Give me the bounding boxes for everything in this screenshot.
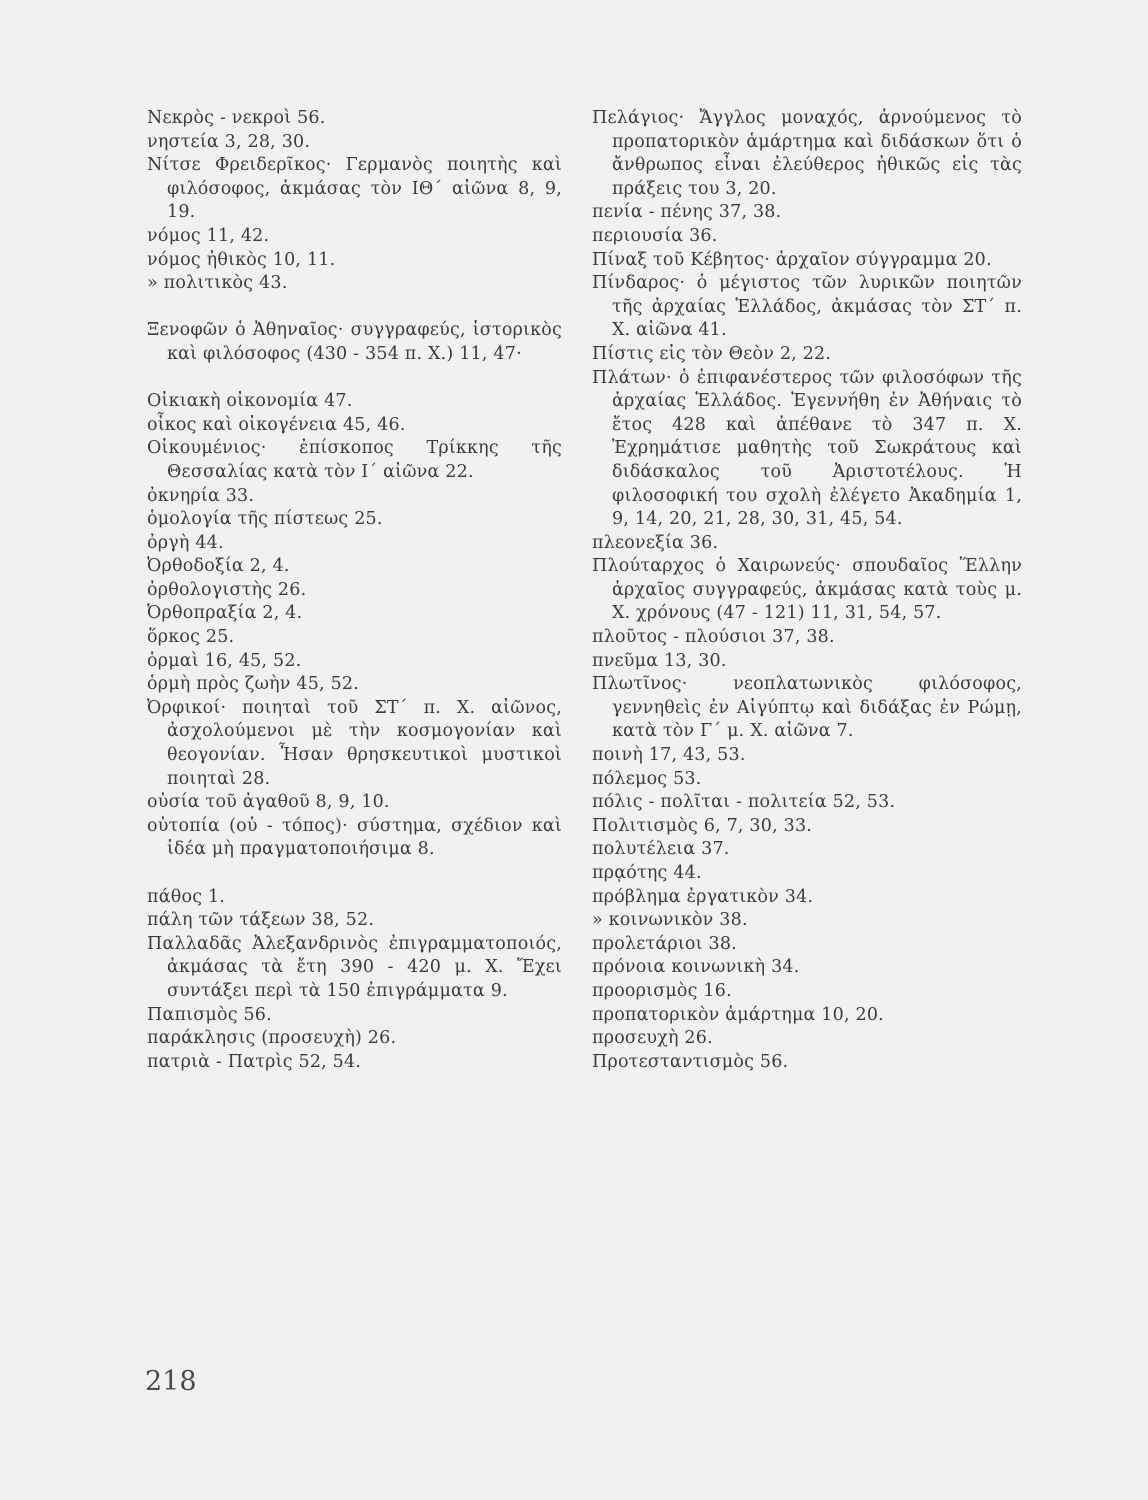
index-entry: πολυτέλεια 37.: [592, 839, 730, 860]
index-entry: περιουσία 36.: [592, 225, 718, 246]
index-entry: πλεονεξία 36.: [592, 532, 719, 553]
index-entry: ὀρθολογιστὴς 26.: [147, 579, 307, 600]
index-entry: Ὀρθοδοξία 2, 4.: [147, 556, 290, 577]
index-entry: νηστεία 3, 28, 30.: [147, 131, 311, 152]
index-entry: ὁμολογία τῆς πίστεως 25.: [147, 509, 383, 530]
index-entry: πενία - πένης 37, 38.: [592, 202, 782, 223]
index-entry: οἶκος καὶ οἰκογένεια 45, 46.: [147, 414, 406, 435]
index-entry: πάθος 1.: [147, 886, 226, 907]
index-entry: Πλωτῖνος· νεοπλατωνικὸς φιλόσοφος, γεννηθεὶς ἐν Αἰγύπτῳ καὶ διδάξας ἐν Ρώμῃ, κατὰ τὸν Γ΄ μ. Χ. αἰῶνα 7.: [592, 674, 1022, 742]
index-entry: Οἰκιακὴ οἰκονομία 47.: [147, 391, 353, 412]
index-entry: νόμος 11, 42.: [147, 225, 270, 246]
index-entry: προορισμὸς 16.: [592, 980, 732, 1001]
index-entry: πόλεμος 53.: [592, 768, 702, 789]
index-entry: Πελάγιος· Ἄγγλος μοναχός, ἀρνούμενος τὸ προπατορικὸν ἁμάρτημα καὶ διδάσκων ὅτι ὁ ἄνθρωπος εἶναι ἐλεύθερος ἠθικῶς εἰς τὰς πράξεις του 3, 20.: [592, 108, 1022, 199]
index-entry: πατριὰ - Πατρὶς 52, 54.: [147, 1051, 362, 1072]
index-entry: Προτεσταντισμὸς 56.: [592, 1051, 789, 1072]
index-entry: Πίναξ τοῦ Κέβητος· ἀρχαῖον σύγγραμμα 20.: [592, 249, 992, 270]
index-entry: πάλη τῶν τάξεων 38, 52.: [147, 910, 375, 931]
index-entry: Πλούταρχος ὁ Χαιρωνεύς· σπουδαῖος Ἕλλην ἀρχαῖος συγγραφεύς, ἀκμάσας κατὰ τοὺς μ. Χ. χρόνους (47 - 121) 11, 31, 54, 57.: [592, 556, 1022, 624]
index-entry: οὐσία τοῦ ἀγαθοῦ 8, 9, 10.: [147, 792, 390, 813]
index-entry: Ὀρθοπραξία 2, 4.: [147, 603, 303, 624]
index-column-left: [147, 107, 562, 1074]
index-entry: πόλις - πολῖται - πολιτεία 52, 53.: [592, 792, 896, 813]
index-entry: πλοῦτος - πλούσιοι 37, 38.: [592, 627, 835, 648]
index-entry: πρόνοια κοινωνικὴ 34.: [592, 957, 800, 978]
index-entry: Παλλαδᾶς Ἀλεξανδρινὸς ἐπιγραμματοποιός, ἀκμάσας τὰ ἔτη 390 - 420 μ. Χ. Ἔχει συντάξει περὶ τὰ 150 ἐπιγράμματα 9.: [147, 933, 562, 1001]
index-entry: Νεκρὸς - νεκροὶ 56.: [147, 108, 326, 128]
index-entry: » πολιτικὸς 43.: [147, 273, 288, 294]
index-entry: Πίστις εἰς τὸν Θεὸν 2, 22.: [592, 343, 832, 364]
index-entry: ὁρμὴ πρὸς ζωὴν 45, 52.: [147, 674, 359, 695]
page-number: 218: [145, 1366, 197, 1397]
index-entry: οὐτοπία (οὐ - τόπος)· σύστημα, σχέδιον καὶ ἰδέα μὴ πραγματοποιήσιμα 8.: [147, 815, 562, 860]
index-entry: Πλάτων· ὁ ἐπιφανέστερος τῶν φιλοσόφων τῆς ἀρχαίας Ἑλλάδος. Ἐγεννήθη ἐν Ἀθήναις τὸ ἔτος 428 καὶ ἀπέθανε τὸ 347 π. Χ. Ἐχρημάτισε μαθητὴς τοῦ Σωκράτους καὶ διδάσκαλος τοῦ Ἀριστοτέλους. Ἡ φιλοσοφική του σχολὴ ἐλέγετο Ἀκαδημία 1, 9, 14, 20, 21, 28, 30, 31, 45, 54.: [592, 367, 1022, 530]
index-entry: Νίτσε Φρειδερῖκος· Γερμανὸς ποιητὴς καὶ φιλόσοφος, ἀκμάσας τὸν ΙΘ΄ αἰῶνα 8, 9, 19.: [147, 155, 562, 223]
index-entry: Πίνδαρος· ὁ μέγιστος τῶν λυρικῶν ποιητῶν τῆς ἀρχαίας Ἑλλάδος, ἀκμάσας τὸν ΣΤ΄ π. Χ. αἰῶνα 41.: [592, 273, 1022, 341]
index-entry: παράκλησις (προσευχὴ) 26.: [147, 1028, 397, 1049]
index-entry: Ξενοφῶν ὁ Ἀθηναῖος· συγγραφεύς, ἱστορικὸς καὶ φιλόσοφος (430 - 354 π. Χ.) 11, 47·: [147, 320, 562, 364]
index-entry: ποινὴ 17, 43, 53.: [592, 745, 746, 766]
index-entry: πρόβλημα ἐργατικὸν 34.: [592, 886, 814, 907]
index-entry: νόμος ἠθικὸς 10, 11.: [147, 249, 336, 270]
index-entry: πρᾳότης 44.: [592, 863, 702, 883]
index-entry: ὅρκος 25.: [147, 627, 235, 648]
index-entry: » κοινωνικὸν 38.: [592, 910, 748, 931]
index-entry: πνεῦμα 13, 30.: [592, 650, 727, 671]
index-entry: Ὀρφικοί· ποιηταὶ τοῦ ΣΤ΄ π. Χ. αἰῶνος, ἀσχολούμενοι μὲ τὴν κοσμογονίαν καὶ θεογονίαν. Ἦσαν θρησκευτικοὶ μυστικοὶ ποιηταὶ 28.: [147, 697, 562, 789]
index-entry: προλετάριοι 38.: [592, 933, 737, 954]
index-entry: προπατορικὸν ἁμάρτημα 10, 20.: [592, 1004, 884, 1025]
index-entry: Πολιτισμὸς 6, 7, 30, 33.: [592, 815, 813, 836]
index-entry: ὁρμαὶ 16, 45, 52.: [147, 650, 302, 671]
index-entry: ὀκνηρία 33.: [147, 485, 255, 506]
index-entry: Οἰκουμένιος· ἐπίσκοπος Τρίκκης τῆς Θεσσαλίας κατὰ τὸν Ι΄ αἰῶνα 22.: [147, 438, 562, 482]
index-entry: προσευχὴ 26.: [592, 1028, 713, 1049]
index-entry: ὀργὴ 44.: [147, 532, 224, 553]
index-entry: Παπισμὸς 56.: [147, 1004, 272, 1025]
index-column-right: [592, 107, 1022, 1074]
